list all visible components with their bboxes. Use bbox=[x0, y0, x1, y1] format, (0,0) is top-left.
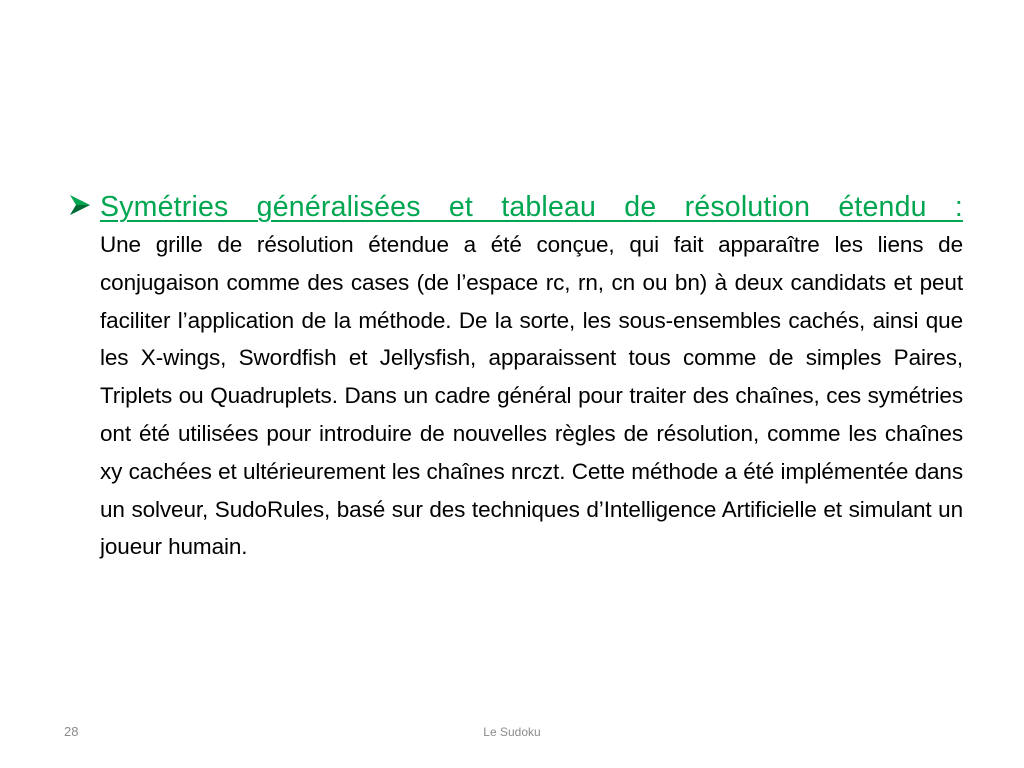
bullet-item bbox=[68, 188, 963, 566]
bullet-body bbox=[100, 188, 963, 566]
bullet-heading: Symétries généralisées et tableau de résolution étendu : bbox=[100, 191, 963, 223]
bullet-paragraph: Une grille de résolution étendue a été conçue, qui fait apparaître les liens de conjugaison comme des cases (de l’espace rc, rn, cn ou bn) à deux candidats et peut faciliter l’application de la méthode. De la sorte, les sous-ensembles cachés, ainsi que les X-wings, Swordfish et Jellysfish, apparaissent tous comme de simples Paires, Triplets ou Quadruplets. Dans un cadre général pour traiter des chaînes, ces symétries ont été utilisées pour introduire de nouvelles règles de résolution, comme les chaînes xy cachées et ultérieurement les chaînes nrczt. Cette méthode a été implémentée dans un solveur, SudoRules, basé sur des techniques d’Intelligence Artificielle et simulant un joueur humain. bbox=[100, 232, 963, 560]
slide-page-number: 28 bbox=[64, 724, 79, 739]
slide-content bbox=[68, 188, 963, 566]
footer-title: Le Sudoku bbox=[483, 725, 541, 739]
arrow-bullet-icon bbox=[68, 188, 100, 216]
